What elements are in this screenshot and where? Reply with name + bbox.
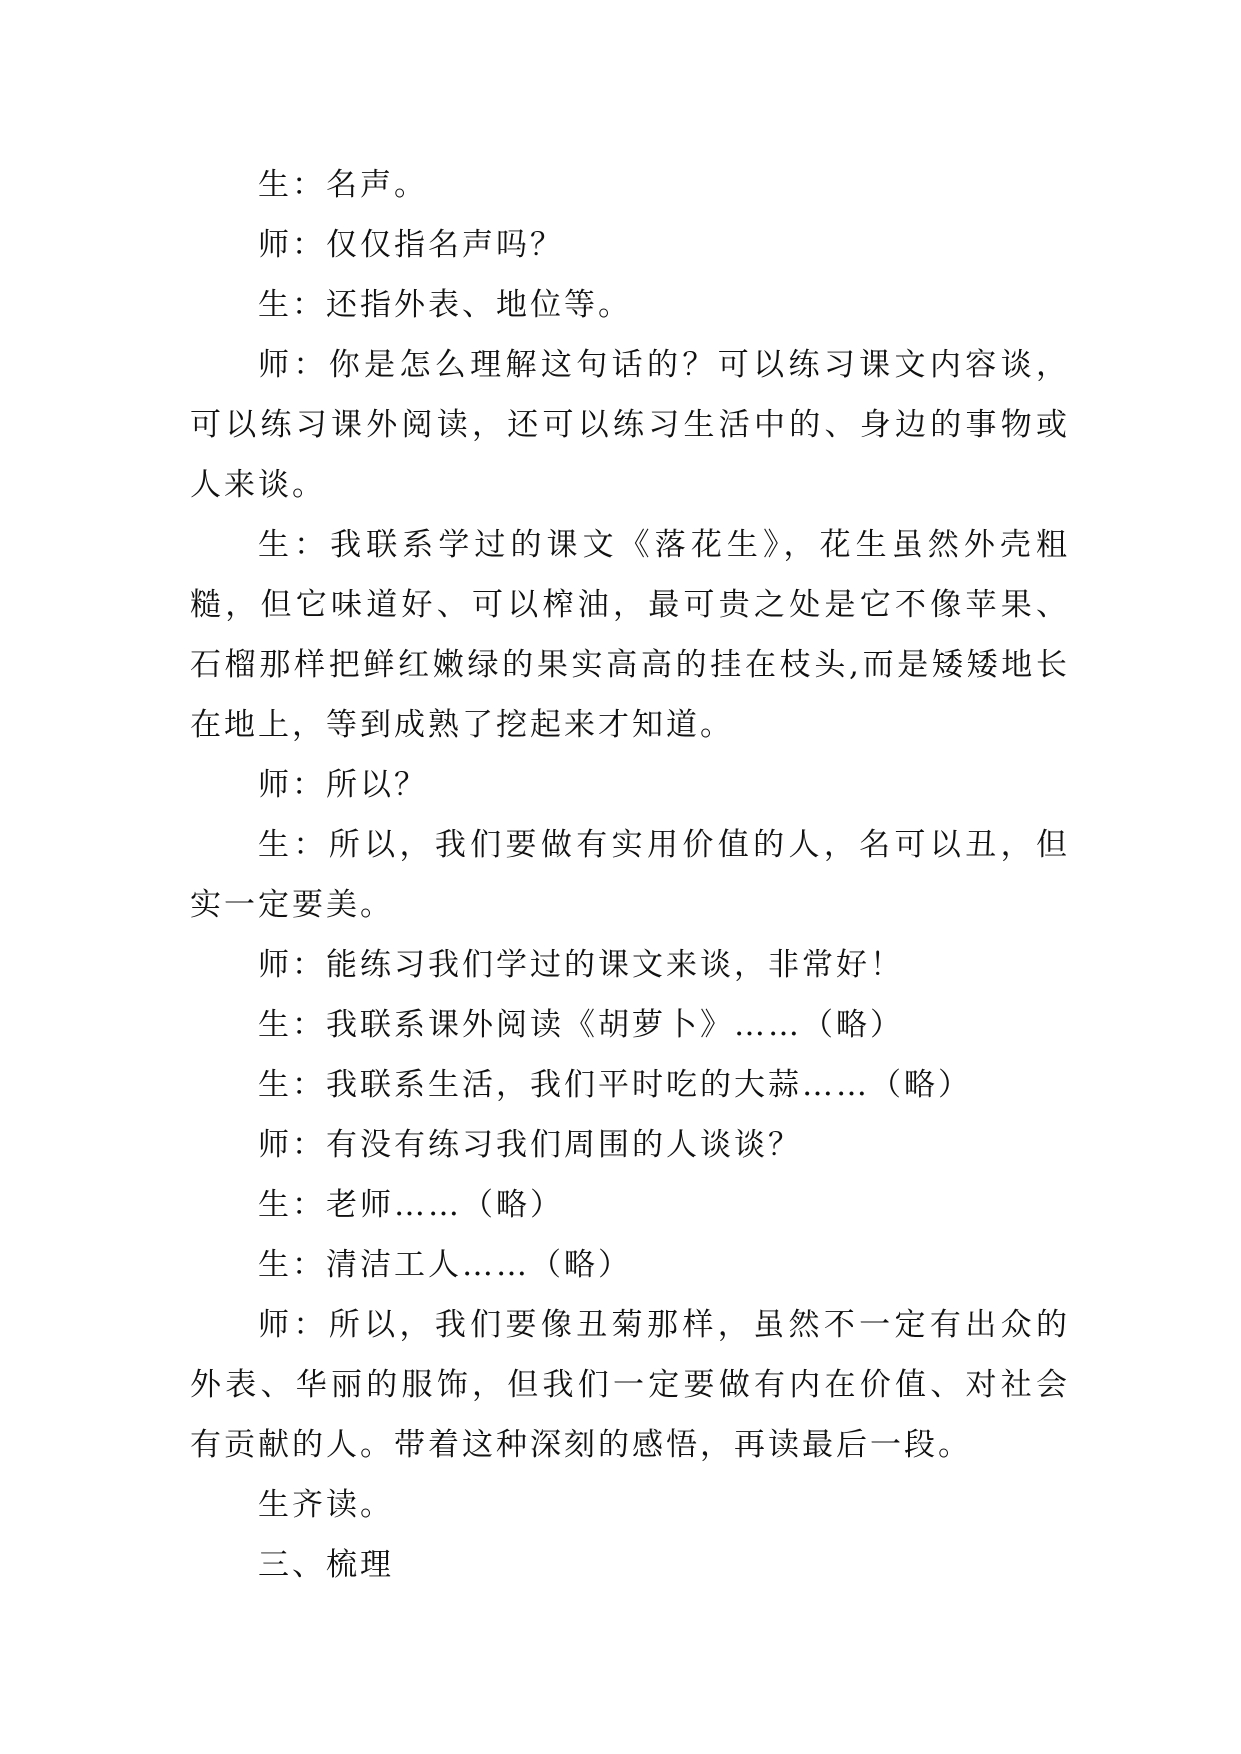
document-body	[190, 155, 1070, 1595]
paragraph: 生：还指外表、地位等。	[258, 287, 632, 323]
paragraph: 生：老师……（略）	[258, 1187, 564, 1223]
paragraph: 生：所以，我们要做有实用价值的人，名可以丑，但实一定要美。	[190, 827, 1070, 923]
paragraph: 生：我联系生活，我们平时吃的大蒜……（略）	[258, 1067, 972, 1103]
paragraph: 师：有没有练习我们周围的人谈谈？	[258, 1127, 802, 1163]
paragraph: 师：所以，我们要像丑菊那样，虽然不一定有出众的外表、华丽的服饰，但我们一定要做有内在价值、对社会有贡献的人。带着这种深刻的感悟，再读最后一段。	[190, 1307, 1070, 1463]
paragraph: 生：我联系学过的课文《落花生》，花生虽然外壳粗糙，但它味道好、可以榨油，最可贵之处是它不像苹果、石榴那样把鲜红嫩绿的果实高高的挂在枝头,而是矮矮地长在地上，等到成熟了挖起来才知道。	[190, 527, 1070, 743]
paragraph: 生：清洁工人……（略）	[258, 1247, 632, 1283]
paragraph: 师：所以？	[258, 767, 428, 803]
paragraph: 师：你是怎么理解这句话的？可以练习课文内容谈，可以练习课外阅读，还可以练习生活中的、身边的事物或人来谈。	[190, 347, 1070, 503]
paragraph: 师：能练习我们学过的课文来谈，非常好！	[258, 947, 904, 983]
section-heading: 三、梳理	[258, 1547, 394, 1583]
paragraph: 师：仅仅指名声吗？	[258, 227, 564, 263]
paragraph: 生：我联系课外阅读《胡萝卜》……（略）	[258, 1007, 904, 1043]
paragraph: 生：名声。	[258, 167, 428, 203]
paragraph: 生齐读。	[258, 1487, 394, 1523]
